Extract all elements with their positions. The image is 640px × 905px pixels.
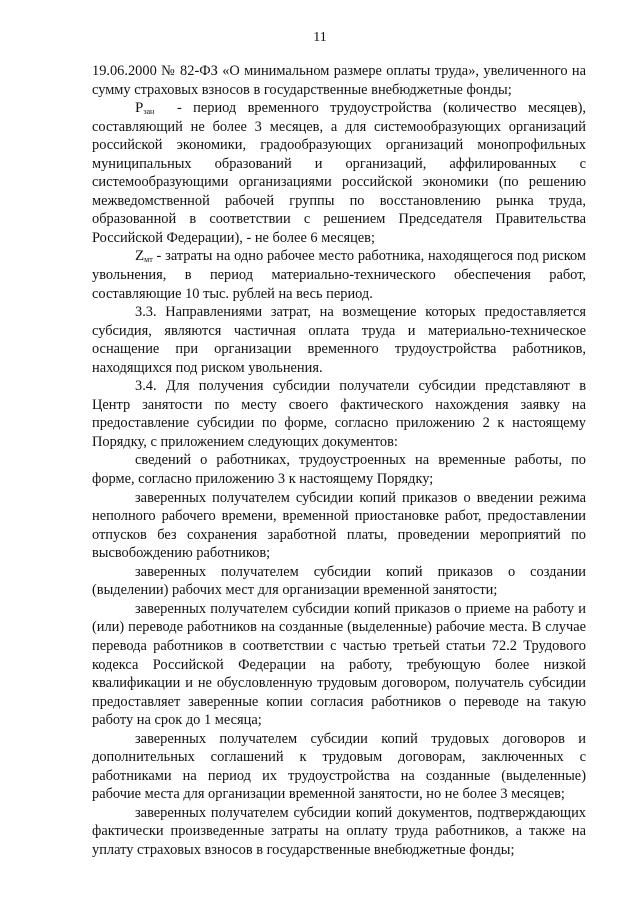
- symbol-z-subscript: мт: [144, 255, 153, 265]
- list-item-dokumenty-zatraty: заверенных получателем субсидии копий документов, подтверждающих фактически произведенные затраты на оплату труда работников, а также на уплату страховых взносов в государственные внебюджетные фонды;: [92, 804, 586, 858]
- paragraph-p-zan-definition: [92, 99, 586, 247]
- paragraph-continuation: 19.06.2000 № 82-ФЗ «О минимальном размере оплаты труда», увеличенного на сумму страховых взносов в государственные внебюджетные фонды;: [92, 63, 586, 98]
- p-zan-text: - период временного трудоустройства (количество месяцев), составляющий не более 3 месяцев, а для системообразующих организаций российской экономики, градообразующих организаций монопрофильных муниципальных образований и организаций, аффилированных с системообразующими организациями российской экономики (по решению межведомственной рабочей группы по восстановлению рынка труда, образованной в соответствии с решением Председателя Правительства Российской Федерации), - не более 6 месяцев;: [92, 100, 586, 246]
- list-item-prikazy-sozdanie: заверенных получателем субсидии копий приказов о создании (выделении) рабочих мест для организации временной занятости;: [92, 563, 586, 599]
- paragraph-3-4: 3.4. Для получения субсидии получатели субсидии представляют в Центр занятости по месту своего фактического нахождения заявку на предоставление субсидии по форме, согласно приложению 2 к настоящему Порядку, с приложением следующих документов:: [92, 378, 586, 450]
- paragraph-3-3: 3.3. Направлениями затрат, на возмещение которых предоставляется субсидия, являются частичная оплата труда и материально-техническое оснащение при организации временного трудоустройства работников, находящихся под риском увольнения.: [92, 304, 586, 376]
- list-item-prikazy-rezhim: заверенных получателем субсидии копий приказов о введении режима неполного рабочего времени, временной приостановке работ, предоставлении отпусков без сохранения заработной платы, проведении мероприятий по высвобождению работников;: [92, 489, 586, 562]
- symbol-p: P: [135, 100, 144, 117]
- list-item-prikazy-priem: заверенных получателем субсидии копий приказов о приеме на работу и (или) переводе работников на созданные (выделенные) рабочие места. В случае перевода работников в соответствии с частью третьей статьи 72.2 Трудового кодекса Российской Федерации на работу, требующую более низкой квалификации и не обусловленную трудовым договором, получатель субсидии предоставляет заверенные копии согласия работников о переводе на такую работу на срок до 1 месяца;: [92, 600, 586, 729]
- page-number: 11: [313, 30, 327, 45]
- z-mt-text: - затраты на одно рабочее место работника, находящегося под риском увольнения, в период материально-технического обеспечения работ, составляющие 10 тыс. рублей на весь период.: [92, 248, 586, 302]
- symbol-z: Z: [135, 248, 145, 265]
- list-item-svedeniya: сведений о работниках, трудоустроенных на временные работы, по форме, согласно приложению 3 к настоящему Порядку;: [92, 452, 586, 488]
- document-body: [92, 62, 586, 860]
- paragraph-z-mt-definition: [92, 247, 586, 303]
- symbol-p-subscript: зан: [143, 107, 155, 117]
- list-item-trudovye-dogovory: заверенных получателем субсидии копий трудовых договоров и дополнительных соглашений к трудовым договорам, заключенных с работниками на период их трудоустройства на созданные (выделенные) рабочие места для организации временной занятости, но не более 3 месяцев;: [92, 730, 586, 803]
